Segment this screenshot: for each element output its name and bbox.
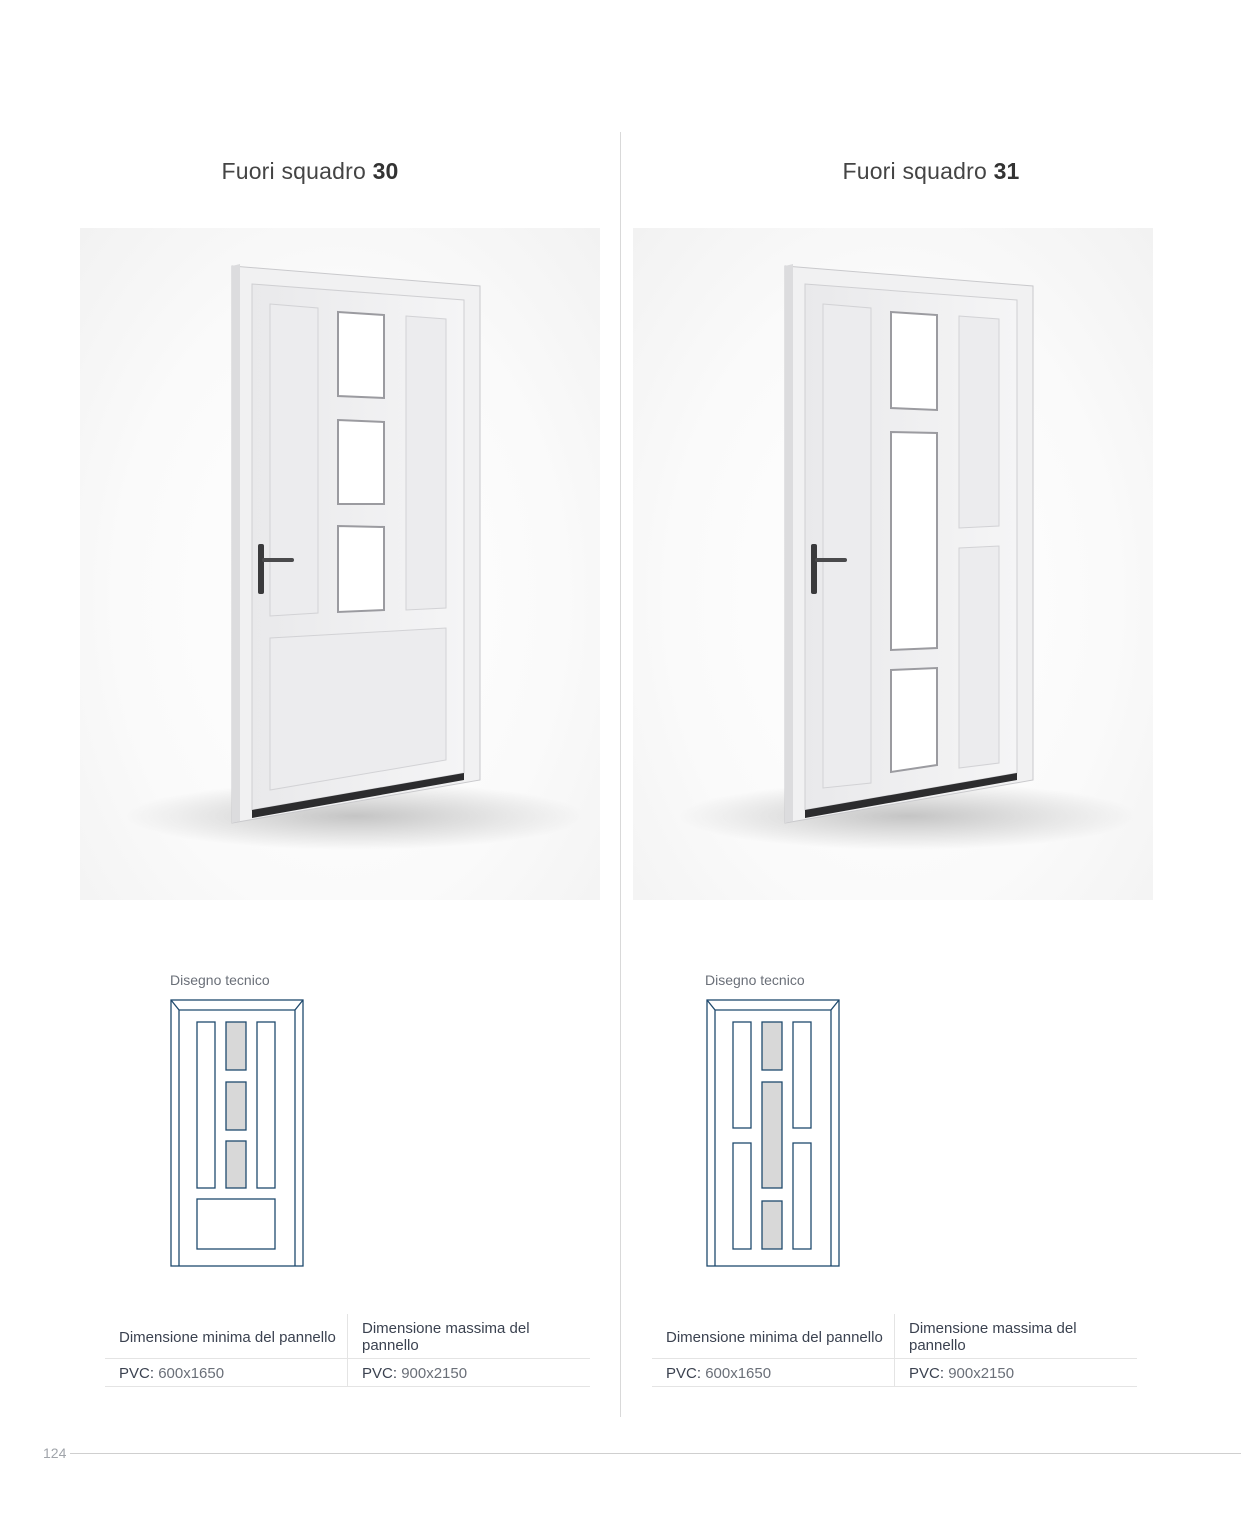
- max-size-cell: [348, 1359, 591, 1387]
- technical-drawing-label: Disegno tecnico: [170, 972, 270, 988]
- max-size-value: 900x2150: [948, 1365, 1015, 1382]
- max-size-cell: [895, 1359, 1138, 1387]
- header-max: Dimensione massima del pannello: [348, 1314, 591, 1359]
- material-label: PVC:: [909, 1365, 945, 1382]
- door-photo: [80, 228, 600, 900]
- header-min: Dimensione minima del pannello: [652, 1314, 895, 1359]
- title-number: 31: [993, 158, 1020, 184]
- technical-drawing: [169, 998, 305, 1273]
- glass-pane: [891, 432, 937, 650]
- table-row: [652, 1359, 1137, 1387]
- dimensions-table: [652, 1314, 1137, 1387]
- header-max: Dimensione massima del pannello: [895, 1314, 1138, 1359]
- min-size-cell: [105, 1359, 348, 1387]
- technical-drawing-label: Disegno tecnico: [705, 972, 805, 988]
- technical-drawing: [705, 998, 841, 1273]
- page-number: 124: [43, 1445, 67, 1461]
- product-30: [0, 0, 620, 1420]
- min-size-value: 600x1650: [705, 1365, 772, 1382]
- glass-pane: [891, 312, 937, 410]
- product-31: [621, 0, 1241, 1420]
- product-title: [621, 158, 1241, 185]
- glass-pane: [338, 420, 384, 504]
- material-label: PVC:: [666, 1365, 702, 1382]
- dimensions-table: [105, 1314, 590, 1387]
- door-photo: [633, 228, 1153, 900]
- title-number: 30: [372, 158, 399, 184]
- title-prefix: Fuori squadro: [221, 158, 366, 184]
- material-label: PVC:: [362, 1365, 398, 1382]
- title-prefix: Fuori squadro: [842, 158, 987, 184]
- material-label: PVC:: [119, 1365, 155, 1382]
- max-size-value: 900x2150: [401, 1365, 468, 1382]
- min-size-cell: [652, 1359, 895, 1387]
- glass-pane: [338, 526, 384, 612]
- table-row: [105, 1359, 590, 1387]
- footer-rule: [70, 1453, 1241, 1454]
- min-size-value: 600x1650: [158, 1365, 225, 1382]
- product-title: [0, 158, 620, 185]
- header-min: Dimensione minima del pannello: [105, 1314, 348, 1359]
- table-header-row: [652, 1314, 1137, 1359]
- glass-pane: [338, 312, 384, 398]
- glass-pane: [891, 668, 937, 772]
- table-header-row: [105, 1314, 590, 1359]
